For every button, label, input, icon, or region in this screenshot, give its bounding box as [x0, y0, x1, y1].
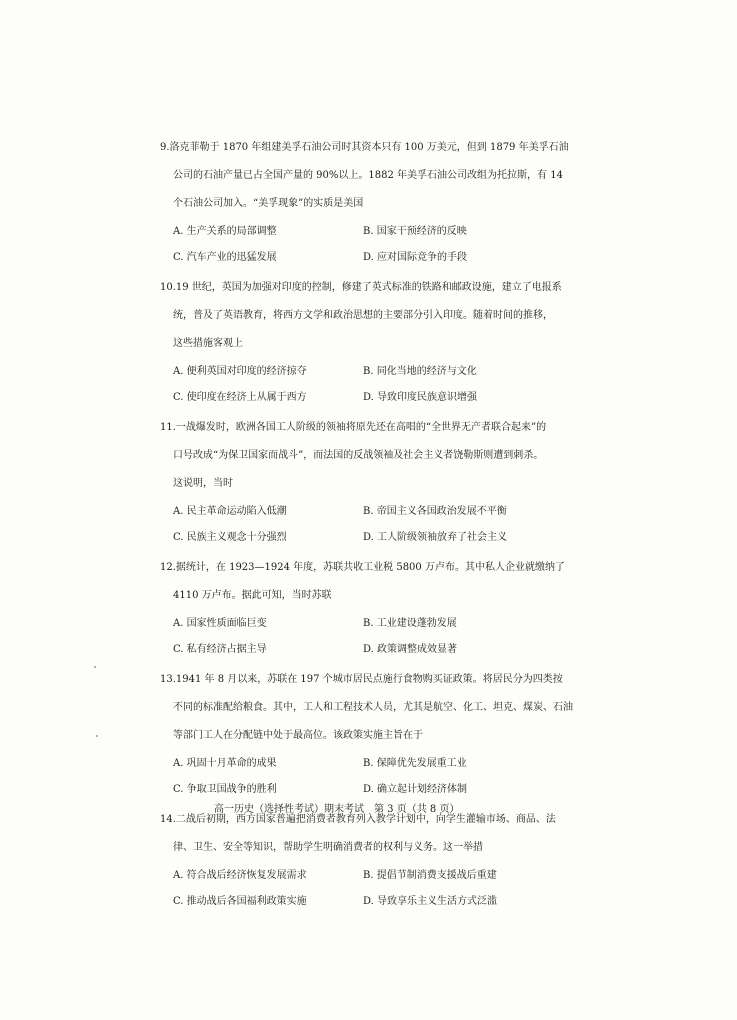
- question: [160, 140, 590, 266]
- answer-option: B. 保障优先发展重工业: [363, 758, 467, 769]
- question-stem-line: 个石油公司加入。“美孚现象”的实质是美国: [173, 198, 364, 209]
- question-stem-line: 14.二战后初期，西方国家普遍把消费者教育列入教学计划中，向学生灌输市场、商品、法: [160, 814, 556, 825]
- option-grid: [160, 364, 590, 406]
- answer-option: D. 导致享乐主义生活方式泛滥: [363, 896, 498, 907]
- question-stem-line: 统，普及了英语教育，将西方文学和政治思想的主要部分引入印度。随着时间的推移，: [173, 310, 553, 321]
- question-stem-line: 等部门工人在分配链中处于最高位。该政策实施主旨在于: [173, 730, 423, 741]
- question-stem-line: 10.19 世纪，英国为加强对印度的控制，修建了英式标准的铁路和邮政设施，建立了电报系: [160, 282, 562, 293]
- question-stem-line: 4110 万卢布。据此可知，当时苏联: [173, 590, 332, 601]
- answer-option: A. 便利英国对印度的经济掠夺: [173, 366, 307, 377]
- answer-option: C. 汽车产业的迅猛发展: [173, 252, 277, 263]
- answer-option: C. 争取卫国战争的胜利: [173, 784, 277, 795]
- question: [160, 812, 590, 910]
- answer-option: A. 国家性质面临巨变: [173, 618, 267, 629]
- answer-option: C. 使印度在经济上从属于西方: [173, 392, 307, 403]
- answer-option: A. 符合战后经济恢复发展需求: [173, 870, 307, 881]
- option-grid: [160, 616, 590, 658]
- question-stem-line: 9.洛克菲勒于 1870 年组建美孚石油公司时其资本只有 100 万美元，但到 1879 年美孚石油: [160, 142, 569, 153]
- answer-option: D. 工人阶级领袖放弃了社会主义: [363, 532, 508, 543]
- answer-option: A. 民主革命运动陷入低潮: [173, 506, 287, 517]
- question-stem-line: 13.1941 年 8 月以来，苏联在 197 个城市居民点施行食物购买证政策。将居民分为四类按: [160, 674, 563, 685]
- question-stem-line: 口号改成“为保卫国家而战斗”，而法国的反战领袖及社会主义者饶勒斯则遭到刺杀。: [173, 450, 544, 461]
- question: [160, 420, 590, 546]
- question-stem-line: 这些措施客观上: [173, 338, 243, 349]
- question-stem-line: 不同的标准配给粮食。其中，工人和工程技术人员，尤其是航空、化工、坦克、煤炭、石油: [173, 702, 573, 713]
- question: [160, 672, 590, 798]
- question-stem-line: 这说明，当时: [173, 478, 233, 489]
- question: [160, 280, 590, 406]
- question: [160, 560, 590, 658]
- answer-option: D. 确立起计划经济体制: [363, 784, 468, 795]
- answer-option: B. 同化当地的经济与文化: [363, 366, 477, 377]
- answer-option: D. 导致印度民族意识增强: [363, 392, 478, 403]
- option-grid: [160, 868, 590, 910]
- question-stem-line: 律、卫生、安全等知识，帮助学生明确消费者的权利与义务。这一举措: [173, 842, 483, 853]
- option-grid: [160, 224, 590, 266]
- answer-option: D. 政策调整成效显著: [363, 644, 458, 655]
- answer-option: C. 推动战后各国福利政策实施: [173, 896, 307, 907]
- option-grid: [160, 504, 590, 546]
- answer-option: A. 生产关系的局部调整: [173, 226, 277, 237]
- answer-option: C. 私有经济占据主导: [173, 644, 267, 655]
- answer-option: B. 帝国主义各国政治发展不平衡: [363, 506, 507, 517]
- answer-option: B. 提倡节制消费支援战后重建: [363, 870, 497, 881]
- answer-option: D. 应对国际竞争的手段: [363, 252, 468, 263]
- scan-speck: [96, 735, 98, 737]
- question-stem-line: 公司的石油产量已占全国产量的 90%以上。1882 年美孚石油公司改组为托拉斯，有 14: [173, 170, 563, 181]
- page-footer: 高一历史（选择性考试）期末考试 第 3 页（共 8 页）: [214, 804, 460, 815]
- option-grid: [160, 756, 590, 798]
- answer-option: C. 民族主义观念十分强烈: [173, 532, 287, 543]
- answer-option: B. 工业建设蓬勃发展: [363, 618, 457, 629]
- answer-option: A. 巩固十月革命的成果: [173, 758, 277, 769]
- question-stem-line: 11.一战爆发时，欧洲各国工人阶级的领袖将原先还在高唱的“全世界无产者联合起来”的: [160, 422, 547, 433]
- answer-option: B. 国家干预经济的反映: [363, 226, 467, 237]
- question-stem-line: 12.据统计，在 1923—1924 年度，苏联共收工业税 5800 万卢布。其中私人企业就缴纳了: [160, 562, 565, 573]
- scan-speck: [94, 666, 96, 668]
